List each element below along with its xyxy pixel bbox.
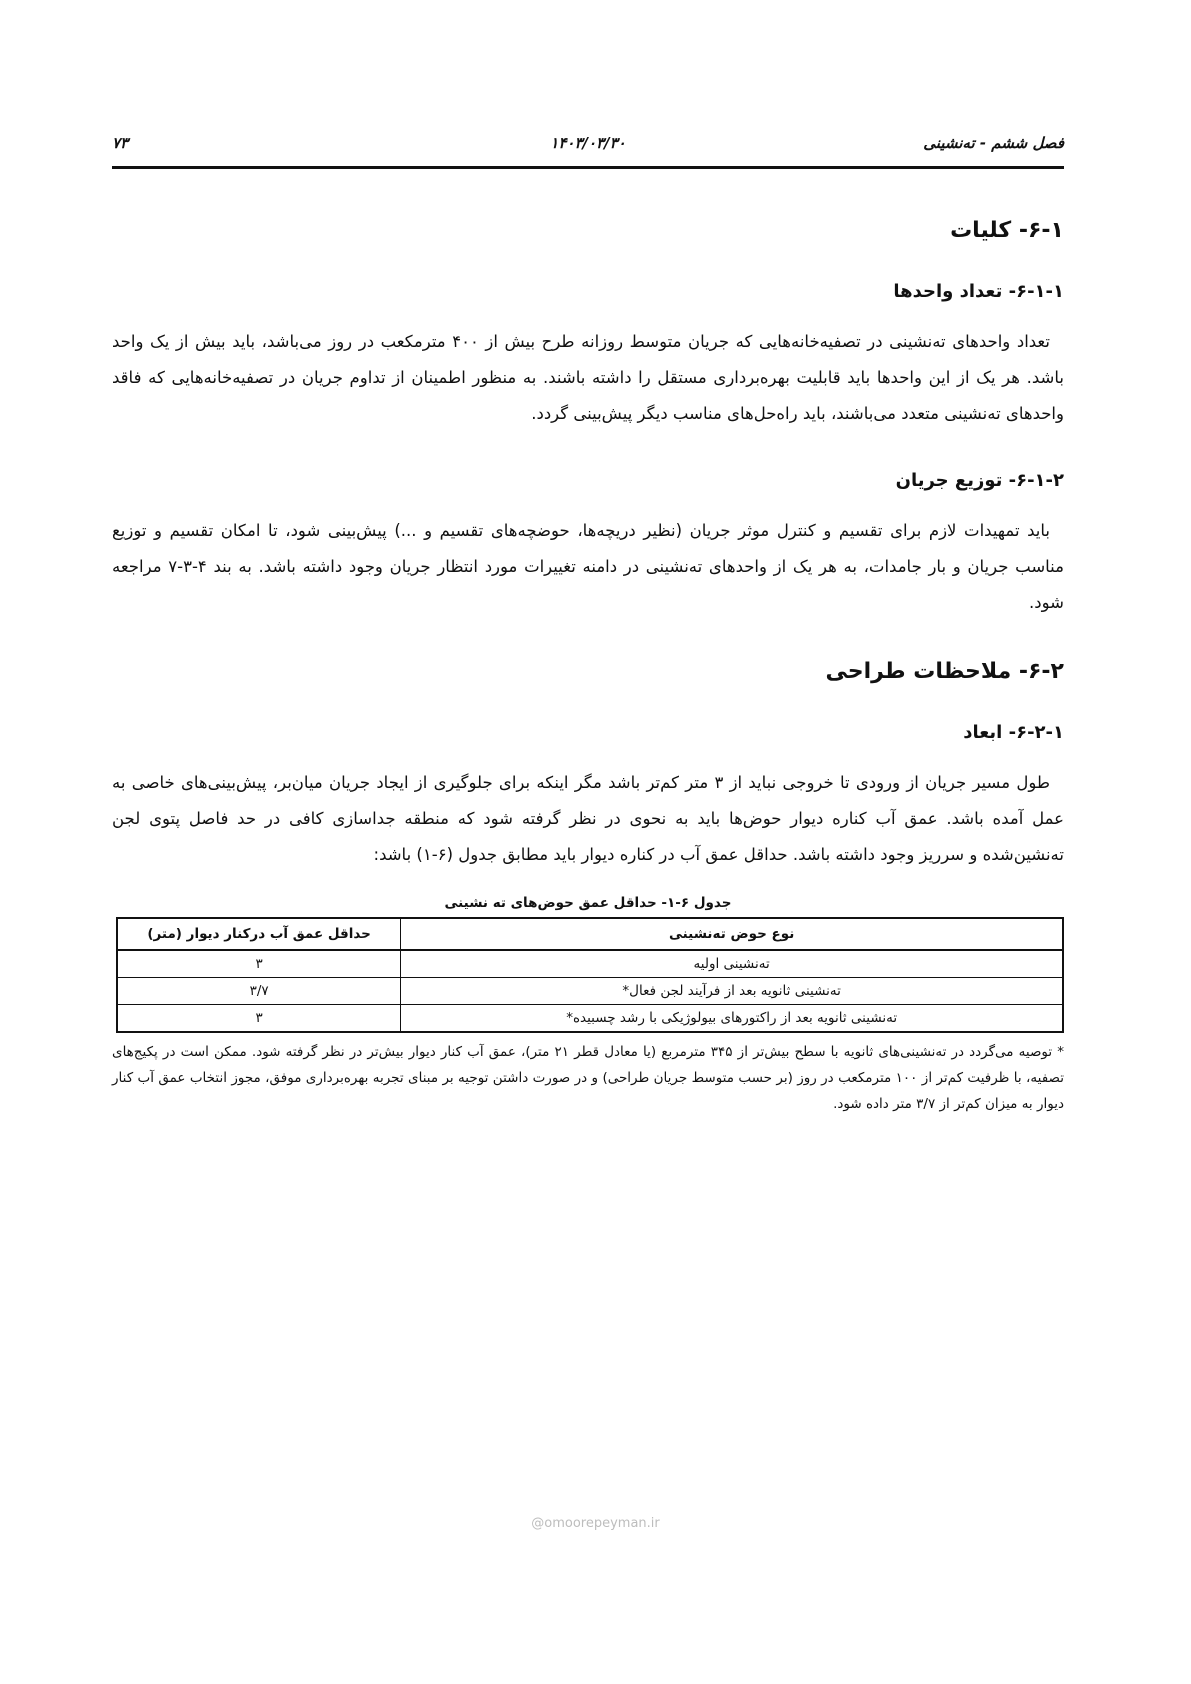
table-footnote: * توصیه می‌گردد در ته‌نشینی‌های ثانویه با سطح بیش‌تر از ۳۴۵ مترمربع (یا معادل قطر ۲۱ متر)، عمق آب کنار دیوار بیش‌تر در نظر گرفته شود. ممکن است در پکیج‌های تصفیه، با ظرفیت کم‌تر از ۱۰۰ مترمکعب در روز (بر حسب متوسط جریان طراحی) و در صورت داشتن توجیه بر مبنای تجربه بهره‌برداری موفق، مجوز انتخاب عمق آب کنار دیوار به میزان کم‌تر از ۳/۷ متر داده شود.: [112, 1044, 1065, 1112]
section-6-2-1-text: طول مسیر جریان از ورودی تا خروجی نباید از ۳ متر کم‌تر باشد مگر اینکه برای جلوگیری از ایجاد جریان میان‌بر، پیش‌بینی‌های خاصی به عمل آمده باشد. عمق آب کناره دیوار حوض‌ها باید به نحوی در نظر گرفته شود که منطقه جداسازی کافی در حد فاصل پتوی لجن ته‌نشین‌شده و سرریز وجود داشته باشد. حداقل عمق آب در کناره دیوار باید مطابق جدول (۶-۱) باشد:: [112, 773, 1064, 864]
depth-table: [116, 917, 1064, 1033]
section-6-2-1-heading: ۶-۲-۱- ابعاد: [963, 722, 1064, 743]
table-row: [117, 1005, 1063, 1033]
table-row: [117, 978, 1063, 1005]
section-6-1-2-text: باید تمهیدات لازم برای تقسیم و کنترل موثر جریان (نظیر دریچه‌ها، حوضچه‌های تقسیم و ...) پیش‌بینی شود، تا امکان تقسیم و توزیع مناسب جریان و بار جامدات، به هر یک از واحدهای ته‌نشینی در دامنه تغییرات مورد انتظار جریان وجود داشته باشد. به بند ۴-۳-۷ مراجعه شود.: [112, 521, 1065, 612]
table-header-cell: نوع حوض ته‌نشینی: [401, 918, 1063, 950]
page-content: [112, 218, 1064, 1131]
table-caption: جدول ۶-۱- حداقل عمق حوض‌های ته نشینی: [444, 895, 732, 911]
table-cell: ته‌نشینی ثانویه بعد از راکتورهای بیولوژیکی با رشد چسبیده*: [401, 1005, 1063, 1033]
table-cell: ۳: [117, 1005, 401, 1033]
table-cell: ته‌نشینی اولیه: [401, 950, 1063, 978]
table-row: [117, 950, 1063, 978]
table-header-cell: حداقل عمق آب درکنار دیوار (متر): [117, 918, 401, 950]
section-6-1-2-heading: ۶-۱-۲- توزیع جریان: [895, 470, 1064, 491]
table-cell: ۳: [117, 950, 401, 978]
watermark-site: @omoorepeyman.ir: [531, 1516, 660, 1531]
header-date: ۱۴۰۳/۰۳/۳۰: [550, 134, 626, 152]
page-header: [112, 134, 1064, 156]
header-rule: [112, 166, 1064, 169]
page-number: ۷۳: [112, 134, 129, 152]
section-6-1-1-heading: ۶-۱-۱- تعداد واحدها: [893, 281, 1064, 302]
table-header-row: [117, 918, 1063, 950]
table-cell: ته‌نشینی ثانویه بعد از فرآیند لجن فعال*: [401, 978, 1063, 1005]
table-cell: ۳/۷: [117, 978, 401, 1005]
chapter-title: فصل ششم - ته‌نشینی: [923, 134, 1064, 152]
section-6-2-heading: ۶-۲- ملاحظات طراحی: [825, 659, 1064, 684]
section-6-1-heading: ۶-۱- کلیات: [950, 218, 1064, 243]
section-6-1-1-text: تعداد واحدهای ته‌نشینی در تصفیه‌خانه‌هایی که جریان متوسط روزانه طرح بیش از ۴۰۰ مترمکعب در روز می‌باشد، باید بیش از یک واحد باشد. هر یک از این واحدها باید قابلیت بهره‌برداری مستقل را داشته باشند. به منظور اطمینان از تداوم جریان در تصفیه‌خانه‌هایی که فاقد واحدهای ته‌نشینی متعدد می‌باشند، باید راه‌حل‌های مناسب دیگر پیش‌بینی گردد.: [112, 332, 1064, 423]
